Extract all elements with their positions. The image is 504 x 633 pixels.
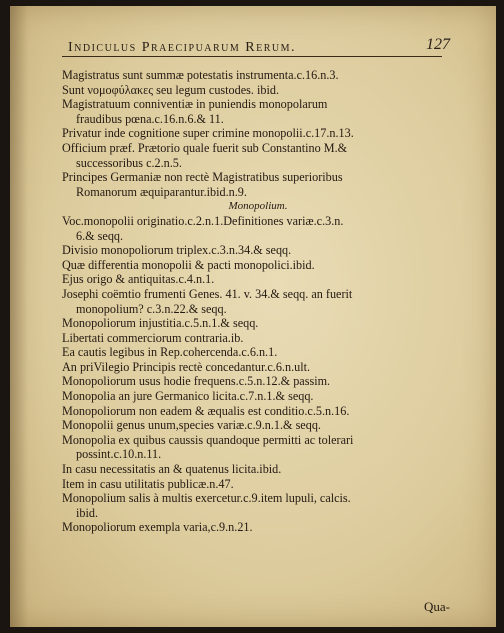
index-entry: Magistratus sunt summæ potestatis instrumenta.c.16.n.3. — [62, 68, 339, 82]
index-entry: Libertati commerciorum contraria.ib. — [62, 330, 244, 345]
index-entry: Item in casu utilitatis publicæ.n.47. — [62, 476, 234, 491]
index-entry-continuation: fraudibus pœna.c.16.n.6.& 11. — [76, 111, 224, 126]
index-entry-continuation: Romanorum æquiparantur.ibid.n.9. — [76, 184, 247, 199]
index-entry: Monopolium salis à multis exercetur.c.9.item lupuli, calcis. — [62, 491, 351, 506]
index-entry: Monopolia an jure Germanico licita.c.7.n.1.& seqq. — [62, 389, 314, 404]
index-entry-continuation: successoribus c.2.n.5. — [76, 155, 182, 170]
page-edge-shadow — [10, 6, 28, 627]
index-entry: An priVilegio Principis rectè concedantur.c.6.n.ult. — [62, 359, 311, 374]
running-title: Indiculus Praecipuarum Rerum. — [68, 40, 297, 55]
index-entry-continuation: monopolium? c.3.n.22.& seqq. — [76, 301, 227, 316]
index-entry: Monopoliorum injustitia.c.5.n.1.& seqq. — [62, 316, 259, 331]
index-entries — [62, 68, 454, 535]
index-entry: Ejus origo & antiquitas.c.4.n.1. — [62, 272, 215, 287]
index-entry: Officium præf. Prætorio quale fuerit sub Constantino M.& — [62, 140, 348, 155]
index-entry-continuation: possint.c.10.n.11. — [76, 447, 162, 462]
index-entry: In casu necessitatis an & quatenus licita.ibid. — [62, 462, 282, 477]
index-entry: Ea cautis legibus in Rep.cohercenda.c.6.n.1. — [62, 345, 278, 360]
book-page — [10, 6, 496, 627]
index-entry: Josephi coëmtio frumenti Genes. 41. v. 34.& seqq. an fuerit — [62, 286, 353, 301]
index-entry: Quæ differentia monopolii & pacti monopolici.ibid. — [62, 257, 315, 272]
index-entry: Monopolii genus unum,species variæ.c.9.n.1.& seqq. — [62, 418, 321, 433]
index-entry: Voc.monopolii originatio.c.2.n.1.Definitiones variæ.c.3.n. — [62, 213, 344, 228]
page-number: 127 — [426, 36, 450, 53]
index-entry-continuation: 6.& seqq. — [76, 228, 124, 243]
index-entry: Monopoliorum non eadem & æqualis est conditio.c.5.n.16. — [62, 403, 350, 418]
catchword: Qua- — [424, 599, 450, 614]
index-entry: Magistratuum conniventiæ in puniendis monopolarum — [62, 97, 328, 112]
index-entry: Divisio monopoliorum triplex.c.3.n.34.& seqq. — [62, 243, 292, 258]
index-entry: Monopoliorum exempla varia,c.9.n.21. — [62, 520, 253, 535]
index-subheading: Monopolium. — [228, 200, 288, 213]
index-entry: Monopoliorum usus hodie frequens.c.5.n.12.& passim. — [62, 374, 331, 389]
index-entry: Sunt νομοφύλακες seu legum custodes. ibid. — [62, 82, 280, 97]
index-entry-continuation: ibid. — [76, 505, 99, 520]
index-entry: Principes Germaniæ non rectè Magistratibus superioribus — [62, 170, 343, 185]
page-header — [62, 34, 450, 57]
index-entry: Privatur inde cognitione super crimine monopolii.c.17.n.13. — [62, 126, 354, 141]
index-entry: Monopolia ex quibus caussis quandoque permitti ac tolerari — [62, 432, 354, 447]
